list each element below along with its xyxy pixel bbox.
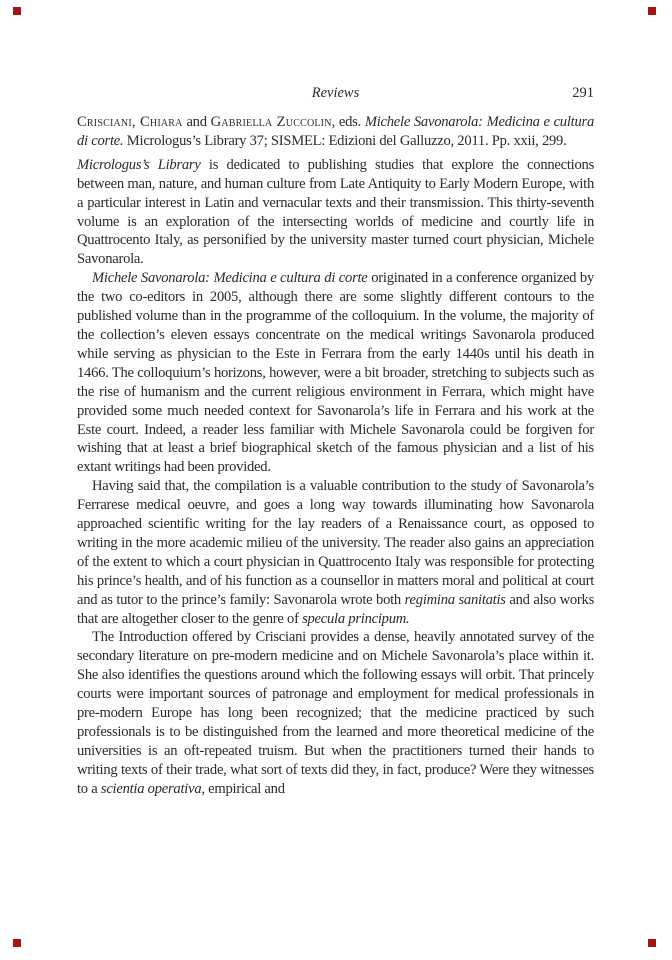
running-header (77, 84, 594, 102)
text-run: and also works that are altogether closer to the genre of (77, 591, 594, 627)
text-run: Micrologus’s Library (77, 156, 201, 173)
text-run: specula principum. (302, 610, 410, 627)
text-run: originated in a conference organized by the two co-editors in 2005, although there are some slightly different contours to the published volume than in the programme of the colloquium. In the volume, the majority of the collection’s eleven essays concentrate on the medical writings Savonarola produced while serving as physician to the Este in Ferrara from the early 1440s until his death in 1466. The colloquium’s horizons, however, were a bit broader, stretching to subjects such as the rise of humanism and the current religious environment in Ferrara, which might have provided some much needed context for Savonarola’s life in Ferrara and his work at the Este court. Indeed, a reader less familiar with Michele Savonarola could be forgiven for wishing that at least a brief biographical sketch of the famous physician and a list of his extant writings had been provided. (77, 270, 595, 476)
page-number: 291 (572, 85, 594, 101)
text-run: and (182, 114, 211, 130)
text-run: The Introduction offered by Crisciani provides a dense, heavily annotated survey of the secondary literature on pre-modern medicine and on Michele Savonarola’s place within it. She also identifies the questions around which the following essays will orbit. That princely courts were important sources of patronage and employment for medical professionals in pre-modern Europe has long been recognized; that the medicine practiced by such professionals is to be distinguished from the learned and more theoretical medicine of the universities is an oft-repeated truism. But when the practitioners turned their hands to writing texts of their trade, what sort of texts did they, in fact, produce? Were they witnesses to a (77, 629, 594, 797)
text-run: , eds. (331, 114, 365, 130)
book-citation (77, 113, 594, 151)
text-run: Gabriella Zuccolin (210, 114, 332, 130)
text-run: Michele Savonarola: Medicina e cultura di corte (92, 270, 368, 287)
corner-registration-mark (13, 939, 21, 947)
corner-registration-mark (648, 7, 656, 15)
review-paragraph-4 (77, 628, 594, 798)
review-paragraph-2 (77, 269, 594, 477)
section-title: Reviews (311, 85, 360, 101)
text-run: , empirical and (201, 780, 285, 797)
review-paragraph-3 (77, 477, 594, 628)
text-run: Micrologus’s Library 37; SISMEL: Edizioni del Galluzzo, 2011. Pp. xxii, 299. (123, 132, 567, 149)
text-run: Michele Savonarola: Medicina e cultura di corte. (77, 114, 594, 149)
text-run: Crisciani, Chiara (77, 114, 183, 130)
text-run: Having said that, the compilation is a valuable contribution to the study of Savonarola’s Ferrarese medical oeuvre, and goes a long way towards illuminating how Savonarola approached scientific writing for the lay readers of a Renaissance court, as opposed to writing in the more academic milieu of the university. The reader also gains an appreciation of the extent to which a court physician in Quattrocento Italy was responsible for protecting his prince’s health, and of his function as a counsellor in matters moral and political at court and as tutor to the prince’s family: Savonarola wrote both (77, 478, 594, 608)
text-run: scientia operativa (100, 780, 202, 797)
corner-registration-mark (13, 7, 21, 15)
text-run: regimina sanitatis (404, 591, 506, 608)
text-run: is dedicated to publishing studies that explore the connections between man, nature, and human culture from Late Antiquity to Early Modern Europe, with a particular interest in Latin and vernacular texts and their transmission. This thirty-seventh volume is an exploration of the intersecting worlds of medicine and courtly life in Quattrocento Italy, as personified by the university master turned court physician, Michele Savonarola. (77, 156, 595, 268)
corner-registration-mark (648, 939, 656, 947)
review-paragraph-1 (77, 156, 594, 269)
page-text-block (77, 0, 594, 799)
